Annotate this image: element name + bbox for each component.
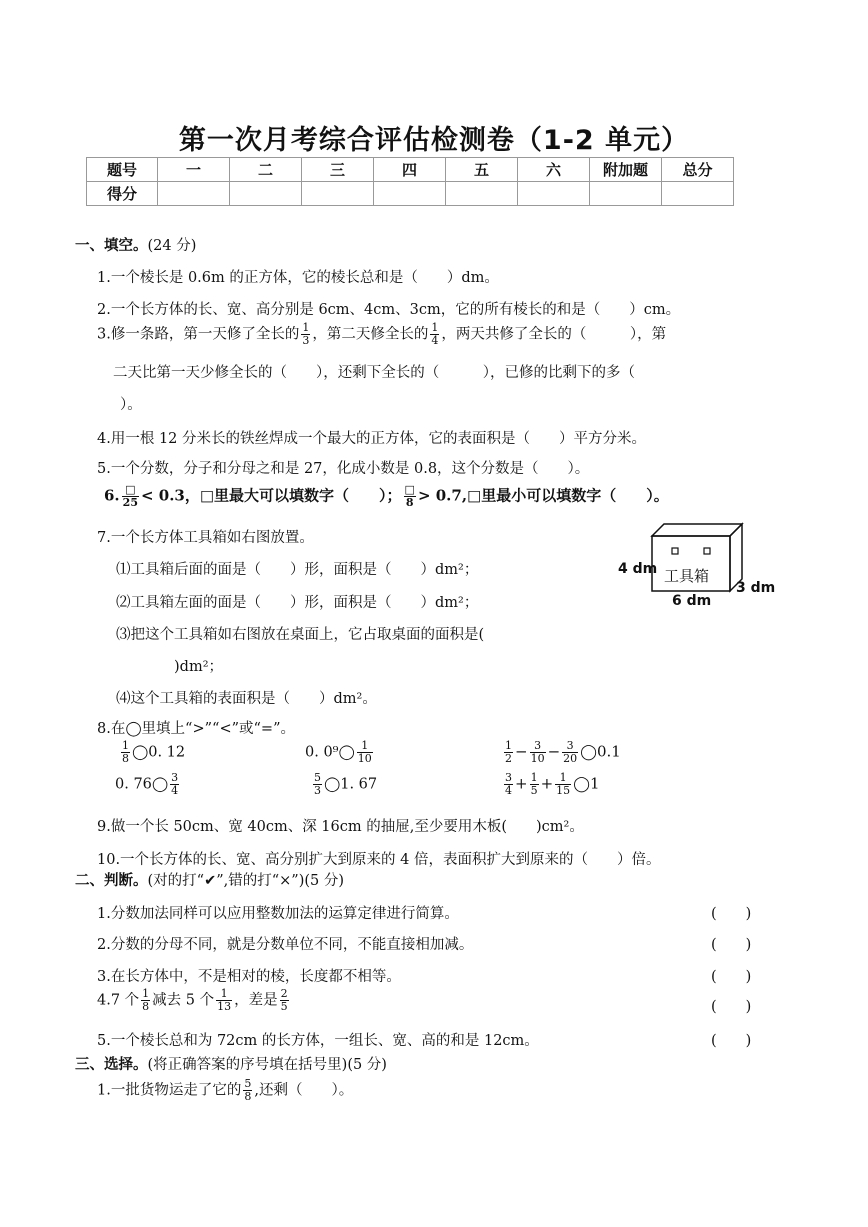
denominator: 3	[314, 784, 321, 797]
toolbox-length-label: 6 dm	[672, 593, 712, 609]
fraction	[530, 772, 539, 797]
denominator: 8	[142, 1000, 150, 1013]
numerator: 1	[505, 739, 512, 752]
s1-q5: 5.一个分数，分子和分母之和是 27，化成小数是 0.8，这个分数是（ ）。	[97, 461, 590, 477]
score-header-cell: 总分	[662, 158, 734, 182]
denominator: 5	[280, 1000, 288, 1013]
s1-q8: 8.在◯里填上“>”“<”或“=”。	[97, 721, 295, 737]
s2-q2: 2.分数的分母不同，就是分数单位不同，不能直接相加减。	[97, 937, 474, 953]
numerator: 5	[314, 771, 321, 784]
compare-item-e	[311, 772, 377, 797]
toolbox-top-face	[652, 524, 742, 536]
fraction	[504, 772, 513, 797]
fraction	[530, 740, 546, 765]
fraction	[504, 740, 513, 765]
section2-note: (对的打“✔”,错的打“×”)(5 分)	[147, 873, 345, 889]
s1-q4: 4.用一根 12 分米长的铁丝焊成一个最大的正方体，它的表面积是（ ）平方分米。	[97, 431, 647, 447]
fraction	[313, 772, 322, 797]
section3-title: 三、选择。	[75, 1056, 148, 1073]
numerator: 1	[530, 771, 538, 784]
fraction	[555, 772, 571, 797]
denominator: 4	[431, 334, 439, 347]
numerator: 1	[302, 321, 310, 334]
s3-q1	[97, 1078, 353, 1103]
compare-text: 0. 0⁹◯	[305, 744, 355, 761]
s1-q3-line3: ）。	[120, 397, 142, 413]
fraction	[243, 1078, 252, 1103]
score-table	[86, 157, 734, 206]
toolbox-height-label: 4 dm	[618, 561, 658, 577]
denominator: 2	[505, 752, 512, 765]
section3-heading	[75, 1053, 387, 1074]
s1-q3-text: ，第二天修全长的	[312, 326, 429, 343]
denominator: 8	[122, 752, 129, 765]
denominator: 3	[302, 334, 310, 347]
compare-text: ◯1. 67	[324, 776, 378, 793]
s2-q5: 5.一个棱长总和为 72cm 的长方体，一组长、宽、高的和是 12cm。	[97, 1033, 539, 1049]
section1-title: 一、填空。	[75, 237, 148, 254]
denominator: 13	[217, 1000, 232, 1013]
score-header-cell: 三	[302, 158, 374, 182]
fraction	[404, 484, 416, 509]
denominator: 10	[530, 752, 545, 765]
score-table-header-row	[87, 158, 734, 182]
answer-paren[interactable]: ( )	[711, 937, 752, 953]
s2-q4	[97, 988, 291, 1013]
s2-q4-text: 减去 5 个	[152, 992, 215, 1009]
section1-note: (24 分)	[147, 238, 197, 254]
s2-q4-text: 4.7 个	[97, 992, 140, 1009]
numerator: 1	[555, 772, 571, 785]
compare-text: 0. 76◯	[115, 776, 169, 793]
score-cell[interactable]	[662, 182, 734, 206]
toolbox-depth-label: 3 dm	[736, 580, 776, 596]
denominator: 10	[357, 752, 372, 765]
compare-item-c	[502, 740, 621, 765]
score-cell[interactable]	[518, 182, 590, 206]
s1-q2: 2.一个长方体的长、宽、高分别是 6cm、4cm、3cm，它的所有棱长的和是（ ）cm。	[97, 302, 681, 318]
section2-heading	[75, 869, 344, 890]
s2-q3: 3.在长方体中，不是相对的棱，长度都不相等。	[97, 969, 401, 985]
compare-text: ◯0. 12	[132, 744, 186, 761]
section1-heading	[75, 234, 196, 255]
numerator: 3	[530, 740, 546, 753]
s1-q7-3b: )dm²；	[174, 659, 224, 675]
fraction	[280, 988, 289, 1013]
numerator: 1	[142, 987, 150, 1000]
denominator: 4	[171, 784, 179, 797]
denominator: 25	[122, 496, 138, 509]
s1-q10: 10.一个长方体的长、宽、高分别扩大到原来的 4 倍，表面积扩大到原来的（ ）倍。	[97, 852, 661, 868]
s1-q6-text: 6.	[104, 486, 120, 505]
compare-text: ◯0.1	[580, 742, 621, 761]
score-header-cell: 题号	[87, 158, 158, 182]
score-cell[interactable]	[158, 182, 230, 206]
score-header-cell: 四	[374, 158, 446, 182]
score-cell[interactable]	[374, 182, 446, 206]
score-header-cell: 六	[518, 158, 590, 182]
score-row-label: 得分	[87, 182, 158, 206]
fraction	[562, 740, 578, 765]
compare-item-f	[502, 772, 600, 797]
s3-q1-text: ,还剩（ ）。	[254, 1082, 354, 1099]
toolbox-latch-icon	[672, 548, 678, 554]
minus-sign: −	[547, 742, 561, 761]
denominator: 4	[505, 784, 512, 797]
s2-q1: 1.分数加法同样可以应用整数加法的运算定律进行简算。	[97, 906, 459, 922]
compare-item-a	[119, 740, 185, 765]
toolbox-latch-icon	[704, 548, 710, 554]
minus-sign: −	[515, 742, 528, 761]
score-cell[interactable]	[230, 182, 302, 206]
score-table-score-row	[87, 182, 734, 206]
numerator: 1	[357, 740, 373, 753]
score-cell[interactable]	[446, 182, 518, 206]
fraction	[122, 484, 139, 509]
denominator: 20	[563, 752, 578, 765]
s1-q3-text: ，两天共修了全长的（ ），第	[441, 326, 667, 343]
numerator: 1	[216, 988, 232, 1001]
s1-q3-line2: 二天比第一天少修全长的（ ），还剩下全长的（ ），已修的比剩下的多（	[113, 365, 635, 381]
answer-paren[interactable]: ( )	[711, 999, 752, 1015]
s1-q7-3: ⑶把这个工具箱如右图放在桌面上，它占取桌面的面积是(	[116, 627, 485, 643]
numerator: □	[122, 484, 139, 497]
numerator: 3	[562, 740, 578, 753]
answer-paren[interactable]: ( )	[711, 1033, 752, 1049]
score-header-cell: 附加题	[590, 158, 662, 182]
s1-q1: 1.一个棱长是 0.6m 的正方体，它的棱长总和是（ ）dm。	[97, 270, 499, 286]
s1-q7: 7.一个长方体工具箱如右图放置。	[97, 530, 314, 546]
toolbox-front-label: 工具箱	[664, 567, 710, 585]
score-cell[interactable]	[302, 182, 374, 206]
numerator: 1	[431, 321, 439, 334]
fraction	[216, 988, 232, 1013]
s1-q3-line1	[97, 322, 666, 347]
s1-q7-1: ⑴工具箱后面的面是（ ）形，面积是（ ）dm²；	[116, 562, 479, 578]
denominator: 5	[530, 784, 538, 797]
numerator: 2	[280, 987, 288, 1000]
s1-q3-text: 3.修一条路，第一天修了全长的	[97, 326, 300, 343]
fraction	[357, 740, 373, 765]
s1-q7-4: ⑷这个工具箱的表面积是（ ）dm²。	[116, 691, 377, 707]
s3-q1-text: 1.一批货物运走了它的	[97, 1082, 242, 1099]
score-header-cell: 二	[230, 158, 302, 182]
s1-q6-text: > 0.7,□里最小可以填数字（ ）。	[417, 486, 669, 505]
score-header-cell: 一	[158, 158, 230, 182]
denominator: 8	[405, 496, 414, 509]
compare-text: ◯1	[573, 774, 600, 793]
page-title: 第一次月考综合评估检测卷（1-2 单元）	[178, 125, 690, 156]
fraction	[430, 322, 439, 347]
compare-item-d	[115, 772, 181, 797]
denominator: 15	[556, 784, 571, 797]
s1-q7-2: ⑵工具箱左面的面是（ ）形，面积是（ ）dm²；	[116, 595, 479, 611]
fraction	[170, 772, 179, 797]
fraction	[141, 988, 150, 1013]
section2-title: 二、判断。	[75, 872, 148, 889]
numerator: 3	[505, 771, 512, 784]
score-cell[interactable]	[590, 182, 662, 206]
plus-sign: +	[540, 774, 554, 793]
denominator: 8	[244, 1090, 252, 1103]
numerator: 5	[244, 1077, 252, 1090]
s1-q6-text: < 0.3，□里最大可以填数字（ ）；	[140, 486, 402, 505]
numerator: 1	[122, 739, 129, 752]
section3-note: (将正确答案的序号填在括号里)(5 分)	[147, 1057, 387, 1073]
answer-paren[interactable]: ( )	[711, 969, 752, 985]
score-header-cell: 五	[446, 158, 518, 182]
numerator: 3	[171, 771, 179, 784]
s1-q9: 9.做一个长 50cm、宽 40cm、深 16cm 的抽屉,至少要用木板( )cm²。	[97, 819, 584, 835]
answer-paren[interactable]: ( )	[711, 906, 752, 922]
plus-sign: +	[515, 774, 528, 793]
fraction	[121, 740, 130, 765]
numerator: □	[404, 483, 415, 496]
fraction	[301, 322, 310, 347]
compare-item-b	[305, 740, 375, 765]
s1-q6	[104, 484, 669, 509]
s2-q4-text: ，差是	[234, 992, 278, 1009]
